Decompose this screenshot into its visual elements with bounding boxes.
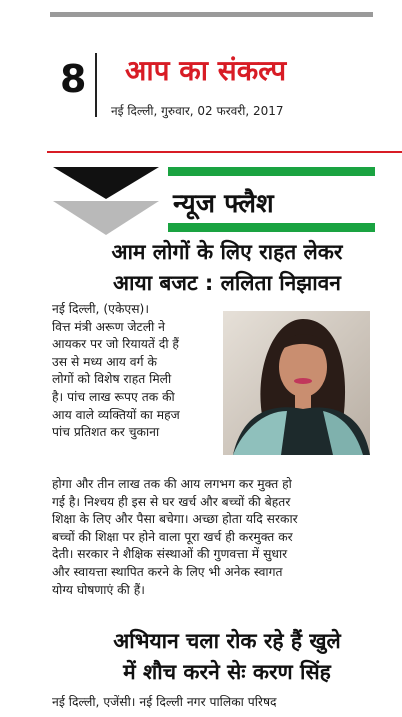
article-headline: आम लोगों के लिए राहत लेकर (111, 240, 343, 264)
article-headline: आया बजट : ललिता निझावन (113, 271, 341, 295)
black-chevron-icon (53, 167, 159, 199)
body-line: लोगों को विशेष राहत मिली (52, 372, 172, 387)
page-number: 8 (60, 57, 87, 101)
newspaper-title: आप का संकल्प (125, 54, 287, 87)
article-body (52, 476, 370, 599)
top-rule (50, 12, 373, 17)
body-line: देती। सरकार ने शैक्षिक संस्थाओं की गुणवत्ता में सुधार (52, 547, 288, 562)
body-line: आयकर पर जो रियायतें दी हैं (52, 337, 179, 352)
body-line: बच्चों की शिक्षा पर होने वाला पूरा खर्च ही करमुक्त कर (52, 529, 293, 544)
body-line: और स्वायत्ता स्थापित करने के लिए भी अनेक स्वागत (52, 564, 283, 579)
body-line: है। पांच लाख रूपए तक की (52, 389, 175, 404)
body-line: योग्य घोषणाएं की हैं। (52, 582, 145, 597)
portrait-photo (223, 311, 370, 455)
body-line: उस से मध्य आय वर्ग के (52, 354, 157, 369)
body-line: पांच प्रतिशत कर चुकाना (52, 425, 160, 440)
dateline: नई दिल्ली, गुरुवार, 02 फरवरी, 2017 (111, 104, 284, 118)
header-separator (95, 53, 97, 117)
body-line: आय वाले व्यक्तियों का महज (52, 407, 180, 422)
second-article-headline: में शौच करने सेः करण सिंह (123, 660, 331, 684)
section-bar-top (168, 167, 375, 176)
section-label: न्यूज फ्लैश (173, 189, 274, 219)
body-line: वित्त मंत्री अरूण जेटली ने (52, 319, 165, 334)
grey-chevron-icon (53, 201, 159, 235)
second-article-lead: नई दिल्ली, एजेंसी। नई दिल्ली नगर पालिका परिषद (52, 695, 277, 709)
dateline-credit: नई दिल्ली, (एकेएस)। (52, 302, 149, 316)
second-article-headline: अभियान चला रोक रहे हैं खुले (113, 629, 341, 653)
article-lead-column (52, 301, 220, 442)
body-line: शिक्षा के लिए और पैसा बचेगा। अच्छा होता यदि सरकार (52, 512, 298, 527)
masthead-rule (47, 151, 402, 153)
body-line: गई है। निश्चय ही इस से घर खर्च और बच्चों की बेहतर (52, 494, 291, 509)
body-line: होगा और तीन लाख तक की आय लगभग कर मुक्त हो (52, 477, 292, 491)
section-bar-bottom (168, 223, 375, 232)
